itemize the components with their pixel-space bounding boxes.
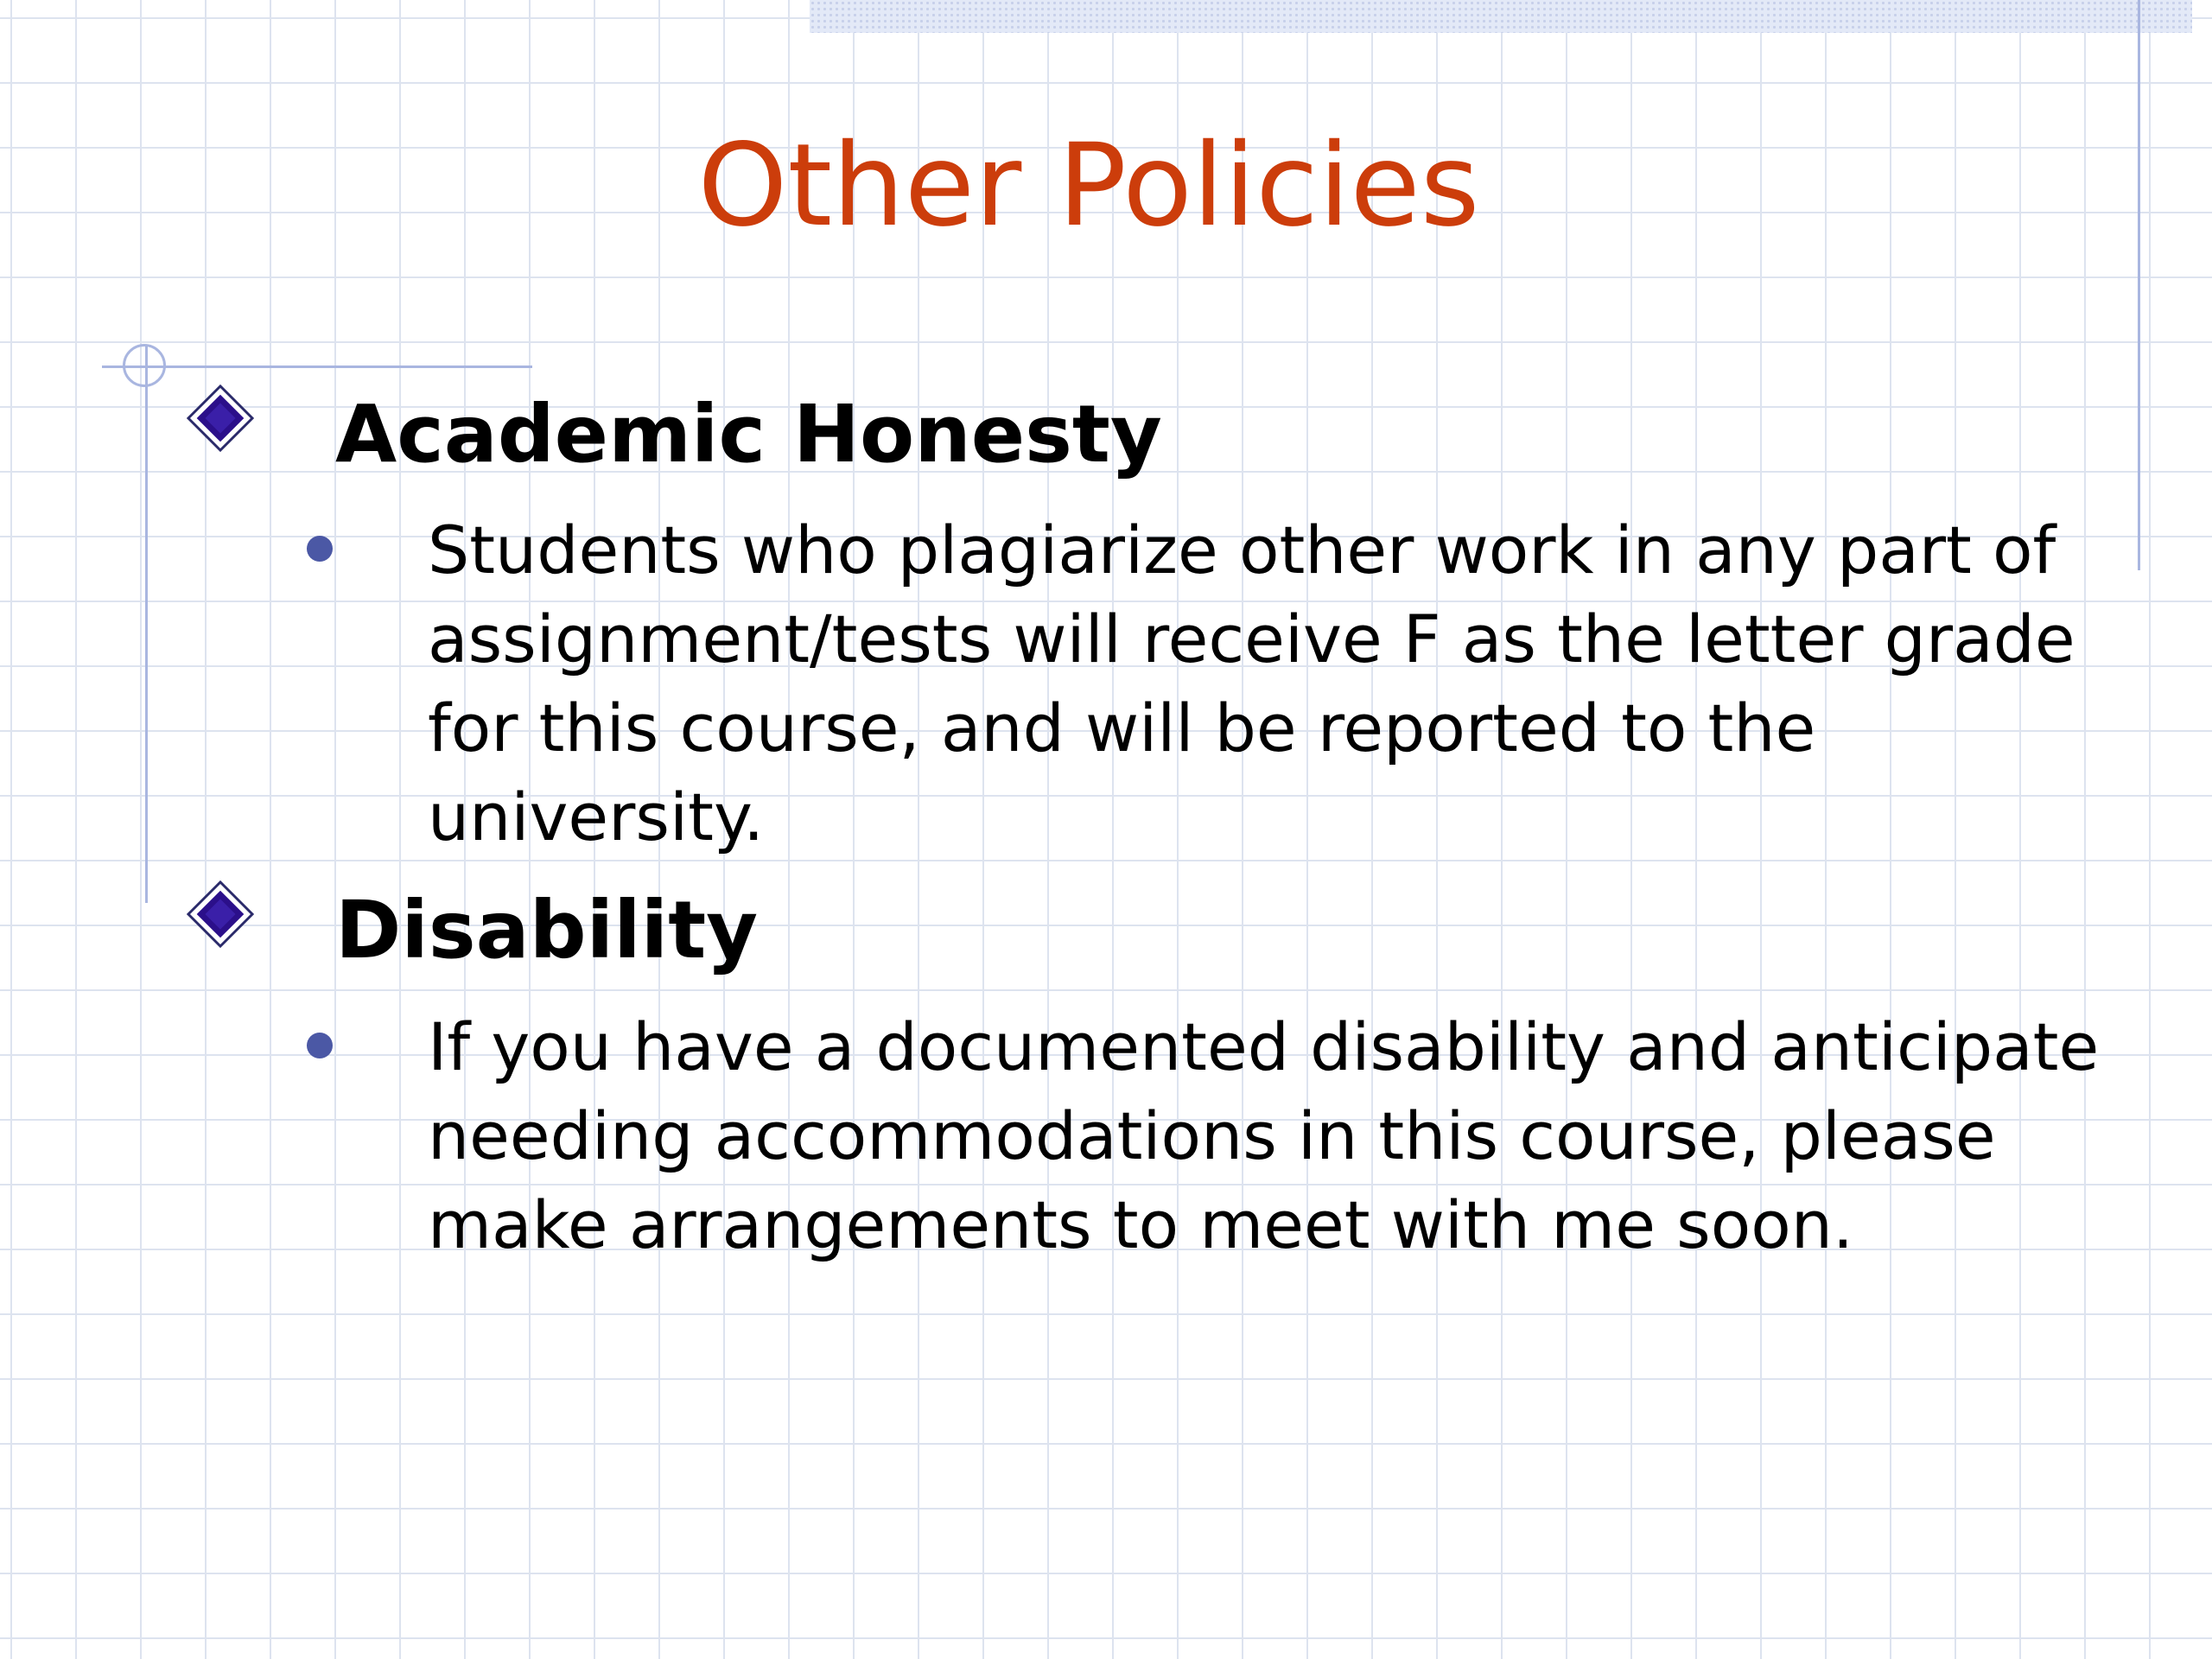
diamond-bullet-icon [187,385,254,452]
decorative-right-rule [2138,0,2140,570]
text-line: needing accommodations in this course, please [428,1097,1996,1174]
diamond-bullet-icon [187,880,254,948]
decorative-top-band [810,0,2192,33]
text-line: If you have a documented disability and anticipate [428,1008,2100,1085]
slide-title: Other Policies [697,119,1480,252]
text-line: make arrangements to meet with me soon. [428,1186,1854,1263]
text-line: university. [428,779,765,855]
text-line: for this course, and will be reported to the [428,690,1816,766]
decorative-horizontal-rule [102,365,532,368]
crosshair-icon [123,344,166,387]
section-heading-academic-honesty: Academic Honesty [335,388,1162,480]
round-bullet-icon [307,536,333,562]
round-bullet-icon [307,1033,333,1058]
section-text-disability [428,1002,2100,1269]
section-text-academic-honesty [428,505,2087,861]
text-line: Students who plagiarize other work in any part of [428,512,2056,588]
section-heading-disability: Disability [335,884,759,976]
decorative-left-rule [145,346,148,903]
text-line: assignment/tests will receive F as the letter grade [428,601,2075,677]
